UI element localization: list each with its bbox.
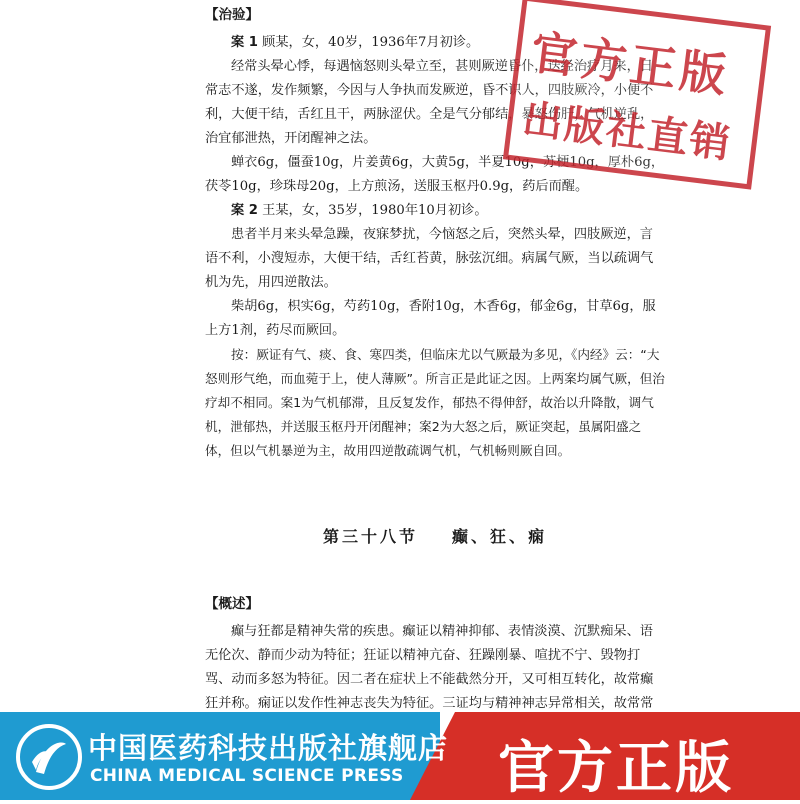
case1-intro-text: 顾某，女，40岁，1936年7月初诊。 [262, 35, 480, 50]
stamp-line-2: 出版社直销 [520, 96, 735, 168]
case2-intro [205, 199, 665, 223]
overview-heading: 【概述】 [205, 596, 259, 612]
commentary-note: 按：厥证有气、痰、食、寒四类，但临床尤以气厥最为多见，《内经》云：“大怒则形气绝，而血菀于上，使人薄厥”。所言正是此证之因。上两案均属气厥，但治疗却不相同。案1为气机郁滞，且反复发作，郁热不得伸舒，故治以升降散，调气机，泄郁热，并送服玉枢丹开闭醒神；案2为大怒之后，厥证突起，虽属阳盛之体，但以气机暴逆为主，故用四逆散疏调气机，气机畅则厥自回。 [205, 347, 665, 458]
overview-paragraph: 癫与狂都是精神失常的疾患。癫证以精神抑郁、表情淡漠、沉默痴呆、语无伦次、静而少动为特征；狂证以精神亢奋、狂躁刚暴、喧扰不宁、毁物打骂、动而多怒为特征。因二者在症状上不能截然分开，又可相互转化，故常癫狂并称。痫证以发作性神志丧失为特征。三证均与精神神志异常相关，故常常 [205, 624, 654, 711]
case1-label: 案 1 [231, 35, 258, 50]
case1-prescription: 蝉衣6g，僵蚕10g，片姜黄6g，大黄5g，半夏10g，苏梗10g，厚朴6g，茯苓10g，珍珠母20g，上方煎汤，送服玉枢丹0.9g，药后而醒。 [205, 155, 665, 194]
section-name: 癫、狂、痫 [452, 527, 548, 546]
section-title [205, 524, 665, 547]
official-badge: 官方正版 [498, 736, 734, 801]
case2-label: 案 2 [231, 203, 258, 218]
store-banner [0, 712, 800, 800]
section-number: 第三十八节 [322, 527, 418, 546]
treatment-heading: 【治验】 [205, 7, 259, 23]
case1-symptoms: 经常头晕心悸，每遇恼怒则头晕立至，甚则厥逆昏仆，迭经治疗月来，日常志不遂，发作频繁，今因与人争执而发厥逆，昏不识人，四肢厥冷，小便不利，大便干结，舌红且干，两脉涩伏。全是气分郁结，暴怒伤肝，气机逆乱，治宜郁泄热，开闭醒神之法。 [205, 59, 654, 146]
case2-prescription: 柴胡6g，枳实6g，芍药10g，香附10g，木香6g，郁金6g，甘草6g，服上方1剂，药尽而厥回。 [205, 299, 656, 338]
stamp-line-1: 官方正版 [527, 25, 733, 103]
publisher-logo-icon [14, 722, 84, 792]
publisher-name-cn: 中国医药科技出版社旗舰店 [88, 731, 449, 765]
official-stamp [503, 0, 771, 190]
case2-intro-text: 王某，女，35岁，1980年10月初诊。 [262, 203, 488, 218]
case2-symptoms: 患者半月来头晕急躁，夜寐梦扰，今恼怒之后，突然头晕，四肢厥逆，言语不利，小溲短赤，大便干结，舌红苔黄，脉弦沉细。病属气厥，当以疏调气机为先，用四逆散法。 [205, 227, 654, 290]
publisher-name-en: CHINA MEDICAL SCIENCE PRESS [90, 766, 404, 786]
